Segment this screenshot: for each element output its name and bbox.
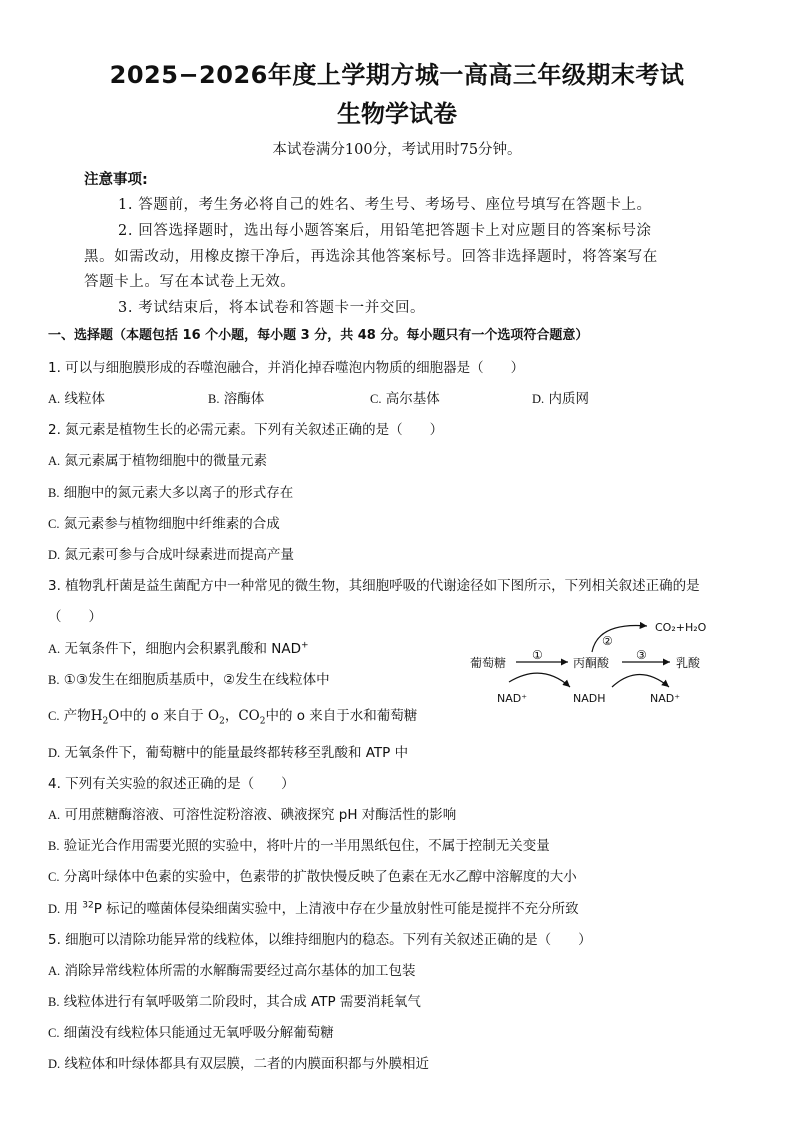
question-1-option-b: B. 溶酶体	[208, 391, 265, 407]
question-2-option-c: C. 氮元素参与植物细胞中纤维素的合成	[48, 516, 280, 532]
notice-item-2-line-1: 2. 回答选择题时，选出每小题答案后，用铅笔把答题卡上对应题目的答案标号涂	[118, 223, 652, 239]
question-5-option-c: C. 细菌没有线粒体只能通过无氧呼吸分解葡萄糖	[48, 1025, 334, 1041]
notice-heading: 注意事项:	[84, 172, 148, 188]
question-5-option-d: D. 线粒体和叶绿体都具有双层膜，二者的内膜面积都与外膜相近	[48, 1056, 429, 1072]
step-1-arrow	[509, 648, 570, 687]
question-3-option-c: C. 产物$H_2O$中的 o 来自于 $O_2$，$CO_2$中的 o 来自于水和葡萄糖	[48, 708, 418, 727]
question-1-stem: 1. 可以与细胞膜形成的吞噬泡融合，并消化掉吞噬泡内物质的细胞器是（ ）	[48, 360, 525, 376]
notice-item-2-line-2: 黑。如需改动，用橡皮擦干净后，再选涂其他答案标号。回答非选择题时，将答案写在	[84, 249, 658, 265]
nadh-label: NADH	[573, 692, 606, 705]
lactate-label: 乳酸	[676, 656, 701, 670]
exam-subject-title: 生物学试卷	[337, 100, 457, 128]
question-5-option-b: B. 线粒体进行有氧呼吸第二阶段时，其合成 ATP 需要消耗氧气	[48, 994, 421, 1010]
question-3-option-a: A. 无氧条件下，细胞内会积累乳酸和 NAD+	[48, 640, 309, 657]
question-4-option-b: B. 验证光合作用需要光照的实验中，将叶片的一半用黑纸包住，不属于控制无关变量	[48, 838, 550, 854]
exam-meta: 本试卷满分100分，考试用时75分钟。	[272, 142, 522, 158]
question-2-option-d: D. 氮元素可参与合成叶绿素进而提高产量	[48, 547, 294, 563]
pyruvate-label: 丙酮酸	[573, 656, 610, 670]
question-3-option-d: D. 无氧条件下，葡萄糖中的能量最终都转移至乳酸和 ATP 中	[48, 745, 409, 761]
nad-label-2: NAD⁺	[650, 692, 681, 705]
step-3-marker: ③	[636, 648, 647, 662]
question-3-option-b: B. ①③发生在细胞质基质中，②发生在线粒体中	[48, 672, 330, 688]
notice-item-3: 3. 考试结束后，将本试卷和答题卡一并交回。	[118, 300, 426, 316]
question-5-stem: 5. 细胞可以清除功能异常的线粒体，以维持细胞内的稳态。下列有关叙述正确的是（ ）	[48, 932, 592, 948]
question-3-stem-line-1: 3. 植物乳杆菌是益生菌配方中一种常见的微生物，其细胞呼吸的代谢途径如下图所示，下列相关叙述正确的是	[48, 578, 700, 594]
question-4-option-a: A. 可用蔗糖酶溶液、可溶性淀粉溶液、碘液探究 pH 对酶活性的影响	[48, 807, 457, 823]
notice-item-1: 1. 答题前，考生务必将自己的姓名、考生号、考场号、座位号填写在答题卡上。	[118, 197, 652, 213]
question-2-option-b: B. 细胞中的氮元素大多以离子的形式存在	[48, 485, 294, 501]
glucose-label: 葡萄糖	[470, 656, 507, 670]
question-1-option-a: A. 线粒体	[48, 391, 105, 407]
question-4-option-d: D. 用 $^{32}$P 标记的噬菌体侵染细菌实验中，上清液中存在少量放射性可能是搅拌不充分所致	[48, 900, 579, 917]
question-4-stem: 4. 下列有关实验的叙述正确的是（ ）	[48, 776, 295, 792]
question-2-stem: 2. 氮元素是植物生长的必需元素。下列有关叙述正确的是（ ）	[48, 422, 444, 438]
notice-item-2-line-3: 答题卡上。写在本试卷上无效。	[84, 274, 296, 290]
nad-label-1: NAD⁺	[497, 692, 528, 705]
co2-h2o-label: CO₂+H₂O	[655, 621, 707, 634]
section-heading: 一、选择题（本题包括 16 个小题，每小题 3 分，共 48 分。每小题只有一个选项符合题意）	[48, 328, 589, 343]
question-4-option-c: C. 分离叶绿体中色素的实验中，色素带的扩散快慢反映了色素在无水乙醇中溶解度的大小	[48, 869, 577, 885]
step-3-arrow	[612, 648, 670, 687]
question-1-option-d: D. 内质网	[532, 391, 589, 407]
question-2-option-a: A. 氮元素属于植物细胞中的微量元素	[48, 453, 267, 469]
step-1-marker: ①	[532, 648, 543, 662]
metabolism-pathway-diagram	[464, 612, 724, 712]
exam-title: 2025−2026年度上学期方城一高高三年级期末考试	[109, 61, 685, 89]
question-5-option-a: A. 消除异常线粒体所需的水解酶需要经过高尔基体的加工包装	[48, 963, 416, 979]
question-3-stem-line-2: （ ）	[48, 609, 102, 625]
question-1-option-c: C. 高尔基体	[370, 391, 440, 407]
step-2-marker: ②	[602, 634, 613, 648]
